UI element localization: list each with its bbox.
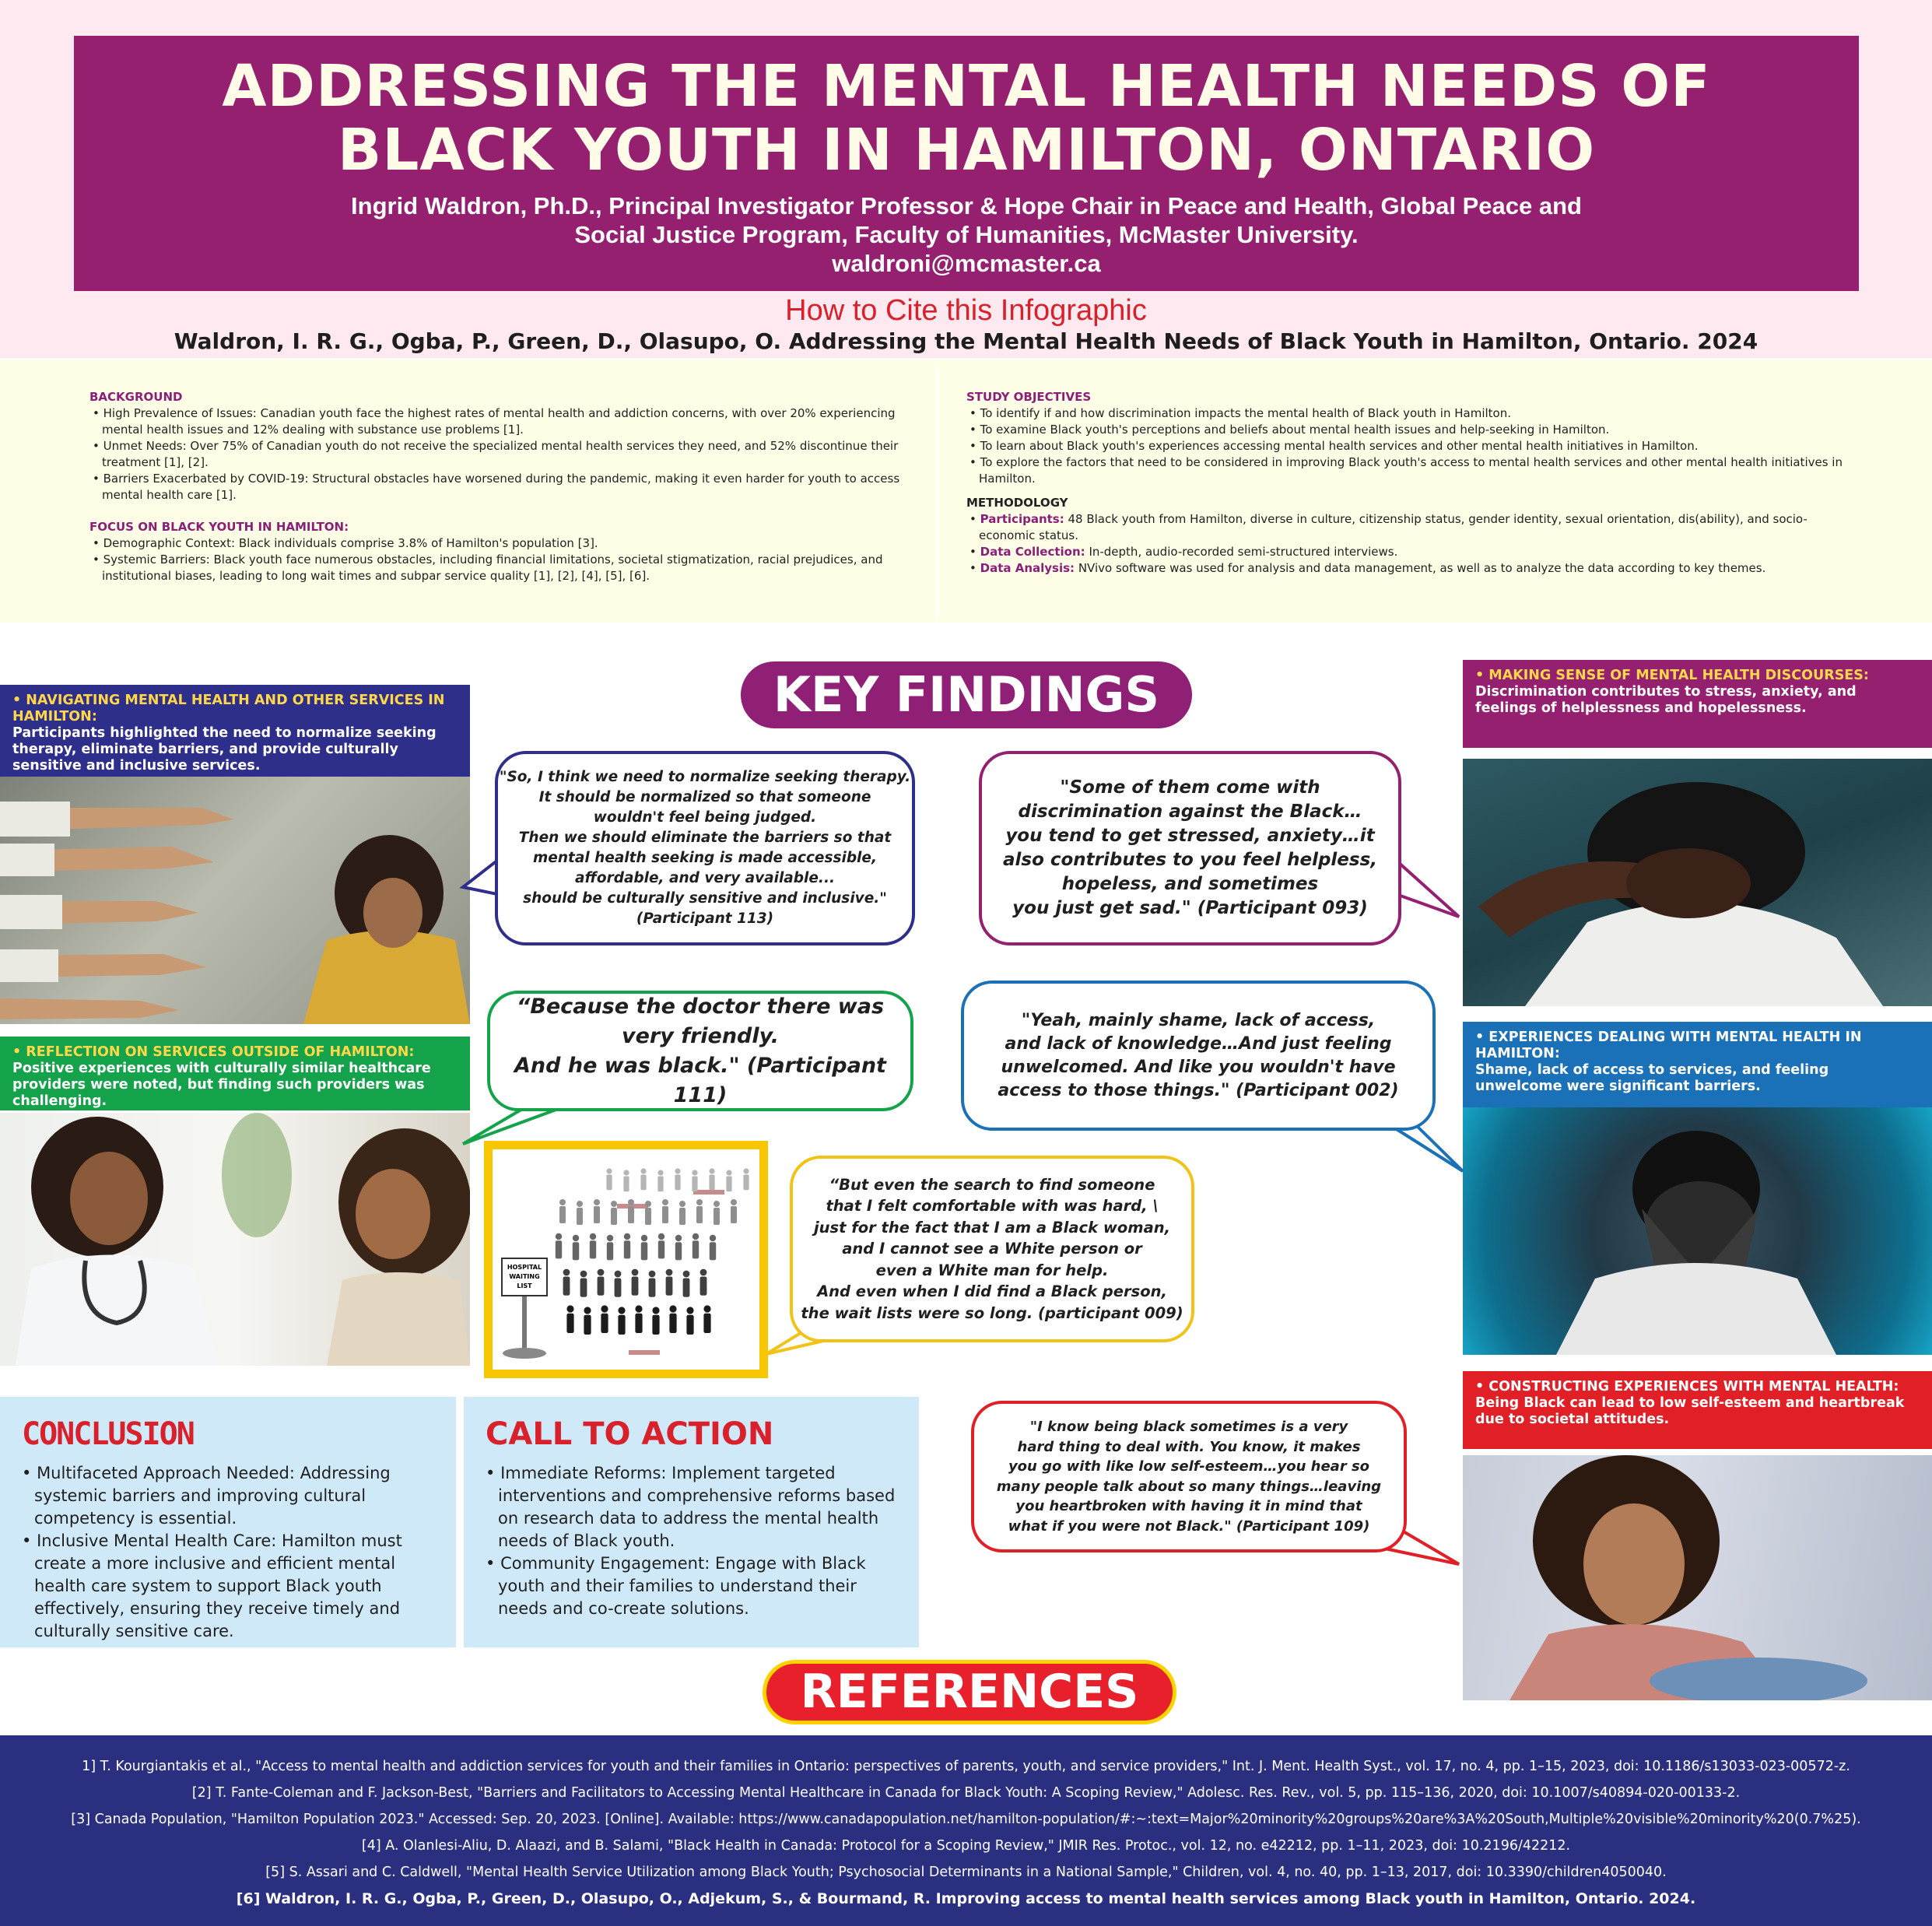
queue-person-icon (709, 1168, 714, 1190)
queue-person-icon (628, 1199, 634, 1223)
queue-person-icon (606, 1168, 612, 1190)
title-line-2: BLACK YOUTH IN HAMILTON, ONTARIO (337, 117, 1596, 184)
reference-item: [4] A. Olanlesi-Aliu, D. Alaazi, and B. Salami, "Black Health in Canada: Protocol for a Scoping Review," JMIR Res. Protoc., vol. 12, no. e42212, pp. 1–11, 2023, doi: 10.2196/42212. (361, 1838, 1571, 1854)
queue-person-icon (632, 1269, 639, 1296)
quote-bubble-002: "Yeah, mainly shame, lack of access, and lack of knowledge…And just feeling unwelcomed. And like you wouldn't have access to those things." (Participant 002) (961, 981, 1436, 1131)
panel-navigating: • NAVIGATING MENTAL HEALTH AND OTHER SERVICES IN HAMILTON: Participants highlighted the need to normalize seeking therapy, eliminate barriers, and provide culturally sensitive and inclusive services. (0, 685, 470, 777)
queue-person-icon (598, 1269, 605, 1296)
queue-person-icon (731, 1199, 737, 1223)
queue-person-icon (624, 1233, 630, 1259)
methodology-heading: METHODOLOGY (966, 496, 1068, 510)
queue-person-icon (726, 1170, 731, 1191)
references-title: REFERENCES (763, 1660, 1176, 1724)
queue-person-icon (686, 1307, 693, 1335)
queue-person-icon (693, 1233, 699, 1259)
call-to-action-heading: CALL TO ACTION (486, 1416, 774, 1452)
authors-line-1: Ingrid Waldron, Ph.D., Principal Investigator Professor & Hope Chair in Peace and Health, Global Peace and (351, 192, 1582, 219)
queue-person-icon (640, 1168, 646, 1190)
queue-person-icon (710, 1235, 716, 1261)
queue-person-icon (645, 1201, 651, 1225)
queue-person-icon (743, 1168, 749, 1190)
queue-person-icon (662, 1199, 668, 1223)
queue-person-icon (658, 1233, 664, 1259)
queue-person-icon (584, 1307, 591, 1335)
reference-item: 1] T. Kourgiantakis et al., "Access to mental health and addiction services for youth and their families in Ontario: perspectives of parents, youth, and service providers," Int. J. Ment. Health Syst., vol. 17, no. 4, pp. 1–15, 2023, doi: 10.1186/s13033-023-00572-z. (82, 1759, 1850, 1774)
reference-item: [3] Canada Population, "Hamilton Population 2023." Accessed: Sep. 20, 2023. [Online]. Available: https://www.canadapopulation.net/hamilton-population/#:~:text=Major%20minority%20groups%20are%3A%20South,Multiple%20visible%20minority%20(0.7%25). (71, 1812, 1861, 1827)
methodology-collection: • Data Collection: In-depth, audio-recorded semi-structured interviews. (966, 544, 1861, 560)
queue-person-icon (641, 1235, 647, 1261)
sign-line-3: LIST (517, 1282, 532, 1289)
focus-heading: FOCUS ON BLACK YOUTH IN HAMILTON: (89, 520, 349, 534)
background-item: • Unmet Needs: Over 75% of Canadian youth do not receive the specialized mental health services they need, and 52% discontinue their treatment [1], [2]. (89, 438, 936, 471)
queue-person-icon (692, 1170, 697, 1191)
queue-person-icon (700, 1269, 707, 1296)
queue-person-icon (563, 1269, 570, 1296)
methodology-analysis: • Data Analysis: NVivo software was used for analysis and data management, as well as to analyze the data according to key themes. (966, 560, 1861, 577)
queue-person-icon (607, 1235, 613, 1261)
call-to-action-section (464, 1397, 919, 1647)
focus-item: • Demographic Context: Black individuals comprise 3.8% of Hamilton's population [3]. (89, 535, 936, 552)
queue-person-icon (601, 1305, 608, 1333)
queue-person-icon (652, 1307, 659, 1335)
cite-heading: How to Cite this Infographic (785, 294, 1147, 327)
queue-person-icon (623, 1170, 629, 1191)
queue-person-icon (683, 1271, 690, 1297)
queue-person-icon (618, 1307, 625, 1335)
queue-person-icon (556, 1233, 562, 1259)
queue-person-icon (675, 1235, 682, 1261)
queue-person-icon (669, 1305, 676, 1333)
objective-item: • To examine Black youth's perceptions and beliefs about mental health issues and help-seeking in Hamilton. (966, 422, 1861, 438)
sign-line-1: HOSPITAL (507, 1264, 542, 1271)
queue-person-icon (649, 1271, 656, 1297)
title-line-1: ADDRESSING THE MENTAL HEALTH NEEDS OF (222, 53, 1711, 120)
queue-person-icon (559, 1199, 566, 1223)
panel-reflection: • REFLECTION ON SERVICES OUTSIDE OF HAMILTON: Positive experiences with culturally similar healthcare providers were noted, but finding such providers was challenging. (0, 1037, 470, 1110)
queue-person-icon (580, 1271, 587, 1297)
panel-constructing: • CONSTRUCTING EXPERIENCES WITH MENTAL HEALTH: Being Black can lead to low self-esteem and heartbreak due to societal attitudes. (1463, 1371, 1932, 1449)
conclusion-item: • Inclusive Mental Health Care: Hamilton must create a more inclusive and efficient mental health care system to support Black youth effectively, ensuring they receive timely and culturally sensitive care. (22, 1530, 440, 1643)
background-item: • High Prevalence of Issues: Canadian youth face the highest rates of mental health and addiction concerns, with over 20% experiencing mental health issues and 12% dealing with substance use problems [1]. (89, 405, 936, 438)
author-email: waldroni@mcmaster.ca (832, 250, 1101, 277)
references-list (0, 1753, 1932, 1912)
sign-line-2: WAITING (509, 1273, 540, 1280)
objective-item: • To learn about Black youth's experiences accessing mental health services and other mental health initiatives in Hamilton. (966, 438, 1861, 454)
queue-person-icon (679, 1201, 685, 1225)
queue-person-icon (675, 1168, 680, 1190)
quote-bubble-109: "I know being black sometimes is a very hard thing to deal with. You know, it makes you go with like low self-esteem…you hear so many people talk about so many things…leaving you heartbroken with having it in mind that what if you were not Black." (Participant 109) (971, 1401, 1407, 1552)
quote-bubble-093: "Some of them come with discrimination against the Black… you tend to get stressed, anxiety…it also contributes to you feel helpless, hopeless, and sometimes you just get sad." (Participant 093) (979, 751, 1401, 945)
queue-person-icon (615, 1271, 622, 1297)
queue-person-icon (657, 1170, 663, 1191)
panel-making-sense: • MAKING SENSE OF MENTAL HEALTH DISCOURSES: Discrimination contributes to stress, anxiety, and feelings of helplessness and hopelessness. (1463, 660, 1932, 748)
methodology-participants: • Participants: 48 Black youth from Hamilton, diverse in culture, citizenship status, gender identity, sexual orientation, dis(ability), and socio-economic status. (966, 511, 1861, 544)
queue-person-icon (703, 1305, 710, 1333)
queue-person-icon (566, 1305, 573, 1333)
background-item: • Barriers Exacerbated by COVID-19: Structural obstacles have worsened during the pandemic, making it even harder for youth to access mental health care [1]. (89, 471, 936, 503)
quote-bubble-111: “Because the doctor there was very friendly. And he was black." (Participant 111) (487, 991, 913, 1111)
conclusion-section (0, 1397, 456, 1647)
queue-person-icon (714, 1201, 720, 1225)
key-findings-title: KEY FINDINGS (741, 661, 1192, 728)
objective-item: • To identify if and how discrimination impacts the mental health of Black youth in Hamilton. (966, 405, 1861, 422)
cite-text: Waldron, I. R. G., Ogba, P., Green, D., Olasupo, O. Addressing the Mental Health Needs of Black Youth in Hamilton, Ontario. 2024 (174, 328, 1758, 354)
queue-person-icon (577, 1201, 583, 1225)
objectives-heading: STUDY OBJECTIVES (966, 390, 1092, 404)
queue-figures (493, 1149, 759, 1370)
panel-experiences: • EXPERIENCES DEALING WITH MENTAL HEALTH IN HAMILTON: Shame, lack of access to services, and feeling unwelcome were significant barriers. (1463, 1022, 1932, 1107)
call-to-action-item: • Community Engagement: Engage with Black youth and their families to understand their needs and co-create solutions. (486, 1552, 903, 1620)
queue-person-icon (696, 1199, 703, 1223)
conclusion-heading: CONCLUSION (22, 1416, 194, 1452)
conclusion-item: • Multifaceted Approach Needed: Addressing systemic barriers and improving cultural competency is essential. (22, 1462, 440, 1530)
quote-bubble-009: “But even the search to find someone that I felt comfortable with was hard, \ just for the fact that I am a Black woman, and I cannot see a White person or even a White man for help. And even when I did find a Black person, the wait lists were so long. (participant 009) (790, 1156, 1194, 1342)
quote-bubble-113: "So, I think we need to normalize seeking therapy. It should be normalized so that someone wouldn't feel being judged. Then we should eliminate the barriers so that mental health seeking is made accessible, affordable, and very available... should be culturally sensitive and inclusive." (Participant 113) (495, 751, 915, 945)
queue-person-icon (594, 1199, 600, 1223)
reference-item: [6] Waldron, I. R. G., Ogba, P., Green, D., Olasupo, O., Adjekum, S., & Bourmand, R. Improving access to mental health services among Black youth in Hamilton, Ontario. 2024. (236, 1890, 1696, 1907)
call-to-action-item: • Immediate Reforms: Implement targeted interventions and comprehensive reforms based on research data to address the mental health needs of Black youth. (486, 1462, 903, 1552)
reference-item: [5] S. Assari and C. Caldwell, "Mental Health Service Utilization among Black Youth; Psychosocial Determinants in a National Sample," Children, vol. 4, no. 40, pp. 1–13, 2017, doi: 10.3390/children4050040. (265, 1865, 1667, 1880)
reference-item: [2] T. Fante-Coleman and F. Jackson-Best, "Barriers and Facilitators to Accessing Mental Healthcare in Canada for Black Youth: A Scoping Review," Adolesc. Res. Rev., vol. 5, pp. 115–136, 2020, doi: 10.1007/s40894-020-00133-2. (191, 1785, 1741, 1801)
queue-person-icon (590, 1233, 596, 1259)
authors-line-2: Social Justice Program, Faculty of Humanities, McMaster University. (574, 221, 1359, 248)
queue-person-icon (573, 1235, 579, 1261)
focus-item: • Systemic Barriers: Black youth face numerous obstacles, including financial limitations, societal stigmatization, racial prejudices, and institutional biases, leading to long wait times and subpar service quality [1], [2], [4], [5], [6]. (89, 552, 936, 584)
background-heading: BACKGROUND (89, 390, 183, 404)
waiting-list-illustration (484, 1141, 768, 1378)
objective-item: • To explore the factors that need to be considered in improving Black youth's access to mental health services and other mental health initiatives in Hamilton. (966, 454, 1861, 487)
queue-person-icon (611, 1201, 617, 1225)
queue-person-icon (666, 1269, 673, 1296)
queue-person-icon (635, 1305, 642, 1333)
